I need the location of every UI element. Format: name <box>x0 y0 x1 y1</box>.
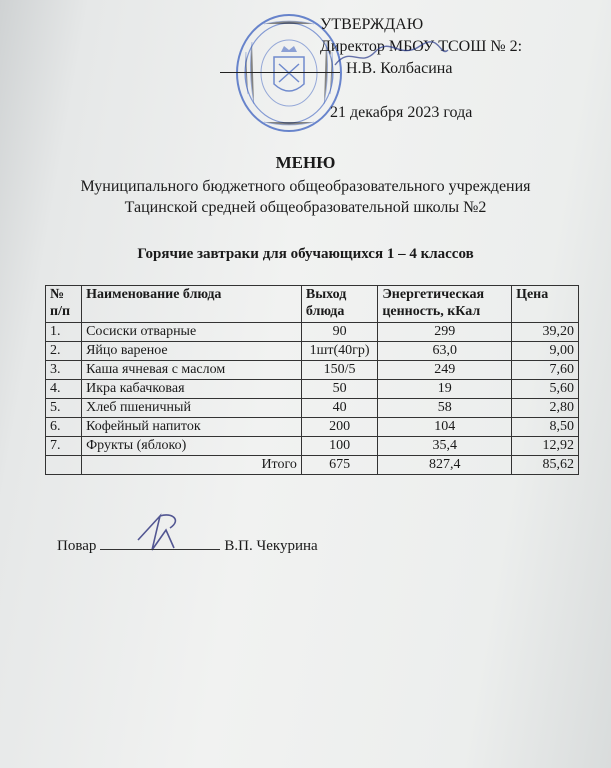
header-num: № п/п <box>46 286 82 323</box>
row-output: 1шт(40гр) <box>301 342 377 361</box>
row-output: 90 <box>301 323 377 342</box>
table-row <box>46 418 579 437</box>
header-name: Наименование блюда <box>82 286 302 323</box>
cook-label: Повар <box>57 538 97 554</box>
row-output: 150/5 <box>301 361 377 380</box>
row-energy: 104 <box>378 418 512 437</box>
row-num: 7. <box>46 437 82 456</box>
row-num: 3. <box>46 361 82 380</box>
approval-name: Н.В. Колбасина <box>346 60 453 77</box>
total-energy: 827,4 <box>378 456 512 475</box>
approval-position: Директор МБОУ ТСОШ № 2: <box>320 38 523 55</box>
row-energy: 58 <box>378 399 512 418</box>
approval-date: 21 декабря 2023 года <box>330 104 473 121</box>
cook-signature-line <box>100 549 220 550</box>
row-name: Фрукты (яблоко) <box>82 437 302 456</box>
row-num: 5. <box>46 399 82 418</box>
total-price: 85,62 <box>512 456 579 475</box>
row-name: Каша ячневая с маслом <box>82 361 302 380</box>
row-price: 5,60 <box>512 380 579 399</box>
signature-line <box>220 72 340 73</box>
total-label: Итого <box>82 456 302 475</box>
row-num: 2. <box>46 342 82 361</box>
row-price: 2,80 <box>512 399 579 418</box>
header-energy: Энергетическая ценность, кКал <box>378 286 512 323</box>
row-price: 9,00 <box>512 342 579 361</box>
total-spacer <box>46 456 82 475</box>
row-num: 6. <box>46 418 82 437</box>
row-num: 1. <box>46 323 82 342</box>
row-name: Сосиски отварные <box>82 323 302 342</box>
table-row <box>46 342 579 361</box>
total-row <box>46 456 579 475</box>
table-row <box>46 437 579 456</box>
menu-title: МЕНЮ <box>275 153 336 172</box>
row-energy: 63,0 <box>378 342 512 361</box>
menu-subtitle: Горячие завтраки для обучающихся 1 – 4 классов <box>137 246 474 262</box>
table-row <box>46 323 579 342</box>
row-output: 200 <box>301 418 377 437</box>
row-price: 7,60 <box>512 361 579 380</box>
table-row <box>46 399 579 418</box>
approval-heading: УТВЕРЖДАЮ <box>320 16 424 33</box>
row-output: 50 <box>301 380 377 399</box>
row-energy: 299 <box>378 323 512 342</box>
table-row <box>46 380 579 399</box>
table-row <box>46 361 579 380</box>
row-name: Хлеб пшеничный <box>82 399 302 418</box>
row-price: 12,92 <box>512 437 579 456</box>
menu-table <box>45 285 579 475</box>
cook-block <box>57 538 318 555</box>
header-price: Цена <box>512 286 579 323</box>
organization-line-1: Муниципального бюджетного общеобразовательного учреждения <box>80 178 531 195</box>
cook-name: В.П. Чекурина <box>224 538 318 554</box>
row-energy: 19 <box>378 380 512 399</box>
row-name: Икра кабачковая <box>82 380 302 399</box>
director-signature <box>330 40 450 70</box>
row-output: 100 <box>301 437 377 456</box>
row-output: 40 <box>301 399 377 418</box>
row-name: Яйцо вареное <box>82 342 302 361</box>
table-header-row <box>46 286 579 323</box>
row-energy: 249 <box>378 361 512 380</box>
organization-line-2: Тацинской средней общеобразовательной школы №2 <box>124 199 487 216</box>
total-output: 675 <box>301 456 377 475</box>
row-price: 8,50 <box>512 418 579 437</box>
row-price: 39,20 <box>512 323 579 342</box>
row-name: Кофейный напиток <box>82 418 302 437</box>
header-output: Выход блюда <box>301 286 377 323</box>
row-energy: 35,4 <box>378 437 512 456</box>
row-num: 4. <box>46 380 82 399</box>
